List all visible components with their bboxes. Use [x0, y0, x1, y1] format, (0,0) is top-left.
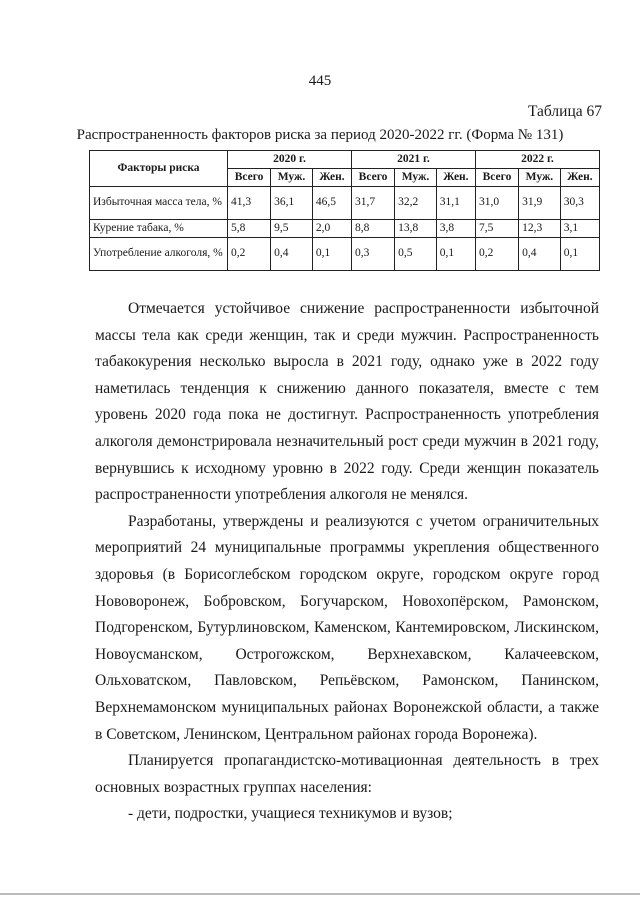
value-cell: 31,7: [351, 187, 394, 220]
value-cell: 13,8: [395, 220, 437, 238]
bottom-rule: [0, 893, 640, 895]
factor-cell: Избыточная масса тела, %: [90, 187, 228, 220]
value-cell: 31,9: [519, 187, 561, 220]
risk-factors-table: [89, 150, 600, 271]
subheader-cell: Жен.: [560, 169, 599, 187]
factor-header: Факторы риска: [90, 151, 228, 187]
subheader-cell: Муж.: [271, 169, 313, 187]
table-header-row: [90, 151, 600, 169]
value-cell: 36,1: [271, 187, 313, 220]
paragraph: Планируется пропагандистско-мотивационная деятельность в трех основных возрастных группах населения:: [95, 752, 599, 796]
value-cell: 0,2: [228, 238, 271, 271]
factor-cell: Употребление алкоголя, %: [90, 238, 228, 271]
value-cell: 7,5: [475, 220, 518, 238]
subheader-cell: Всего: [228, 169, 271, 187]
value-cell: 0,2: [475, 238, 518, 271]
value-cell: 41,3: [228, 187, 271, 220]
year-header: 2020 г.: [228, 151, 352, 169]
value-cell: 32,2: [395, 187, 437, 220]
value-cell: 0,5: [395, 238, 437, 271]
table-row: [90, 238, 600, 271]
value-cell: 3,1: [560, 220, 599, 238]
value-cell: 8,8: [351, 220, 394, 238]
table-caption: Распространенность факторов риска за период 2020-2022 гг. (Форма № 131): [76, 127, 564, 143]
year-header: 2021 г.: [351, 151, 475, 169]
subheader-cell: Муж.: [395, 169, 437, 187]
value-cell: 31,0: [475, 187, 518, 220]
subheader-cell: Жен.: [436, 169, 475, 187]
value-cell: 9,5: [271, 220, 313, 238]
value-cell: 0,1: [312, 238, 351, 271]
table-label: Таблица 67: [527, 103, 602, 120]
value-cell: 0,3: [351, 238, 394, 271]
subheader-cell: Всего: [351, 169, 394, 187]
value-cell: 46,5: [312, 187, 351, 220]
table-row: [90, 220, 600, 238]
table-row: [90, 187, 600, 220]
page-number: 445: [308, 73, 332, 89]
body-text: [95, 296, 599, 828]
value-cell: 30,3: [560, 187, 599, 220]
value-cell: 31,1: [436, 187, 475, 220]
value-cell: 0,4: [519, 238, 561, 271]
paragraph: Разработаны, утверждены и реализуются с учетом ограничительных мероприятий 24 муниципальные программы укрепления общественного здоровья (в Борисоглебском городском округе, городском округе город Нововоронеж, Бобровском, Богучарском, Новохопёрском, Рамонском, Подгоренском, Бутурлиновском, Каменском, Кантемировском, Лискинском, Новоусманском, Острогожском, Верхнехавском, Калачеевском, Ольховатском, Павловском, Репьёвском, Рамонском, Панинском, Верхнемамонском муниципальных районах Воронежской области, а также в Советском, Ленинском, Центральном районах города Воронежа).: [95, 512, 599, 743]
list-item: - дети, подростки, учащиеся техникумов и вузов;: [128, 805, 453, 823]
value-cell: 0,1: [560, 238, 599, 271]
subheader-cell: Всего: [475, 169, 518, 187]
factor-cell: Курение табака, %: [90, 220, 228, 238]
subheader-cell: Муж.: [519, 169, 561, 187]
value-cell: 12,3: [519, 220, 561, 238]
value-cell: 5,8: [228, 220, 271, 238]
value-cell: 3,8: [436, 220, 475, 238]
year-header: 2022 г.: [475, 151, 599, 169]
subheader-cell: Жен.: [312, 169, 351, 187]
value-cell: 2,0: [312, 220, 351, 238]
value-cell: 0,1: [436, 238, 475, 271]
value-cell: 0,4: [271, 238, 313, 271]
paragraph: Отмечается устойчивое снижение распространенности избыточной массы тела как среди женщин, так и среди мужчин. Распространенность табакокурения несколько выросла в 2021 году, однако уже в 2022 году наметилась тенденция к снижению данного показателя, вместе с тем уровень 2020 года пока не достигнут. Распространенность употребления алкоголя демонстрировала незначительный рост среди мужчин в 2021 году, вернувшись к исходному уровню в 2022 году. Среди женщин показатель распространенности употребления алкоголя не менялся.: [95, 300, 599, 504]
